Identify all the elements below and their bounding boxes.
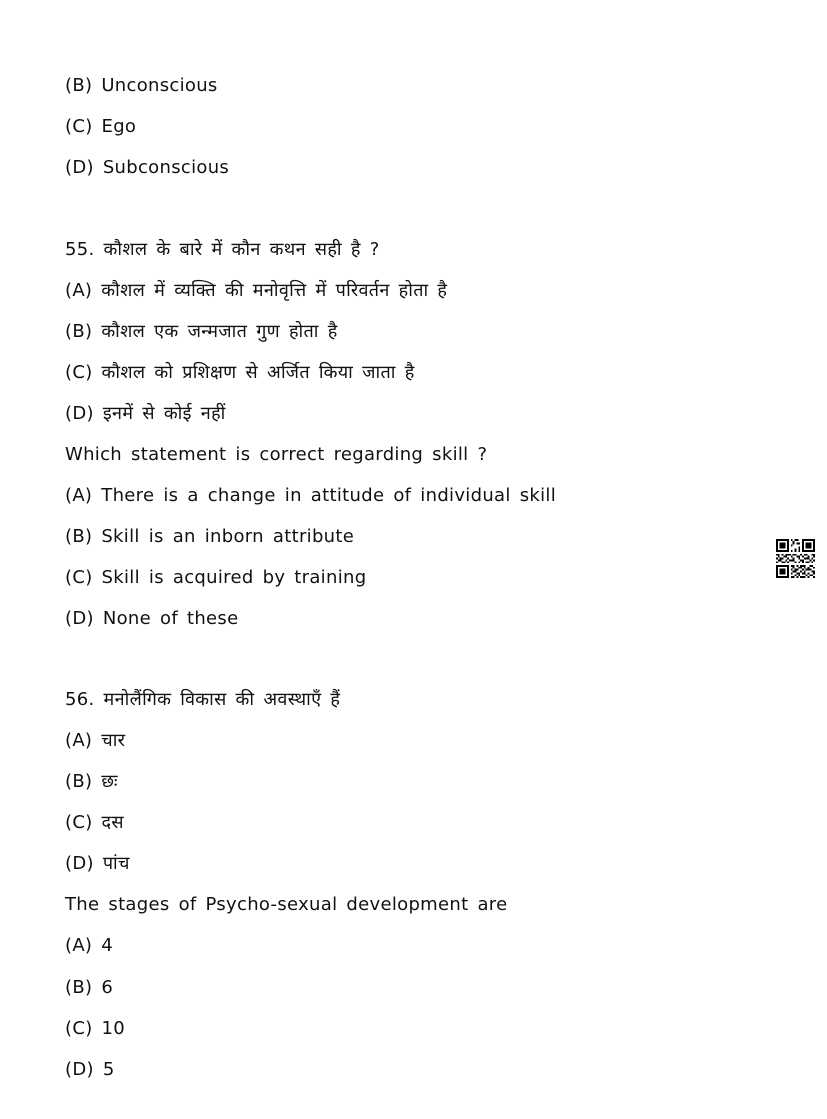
q55-question-hindi: 55. कौशल के बारे में कौन कथन सही है ? [65,239,380,260]
q56-option-b-english: (B) 6 [65,977,114,998]
option-c-ego: (C) Ego [65,116,137,137]
q56-question-english: The stages of Psycho-sexual development are [65,894,508,915]
q55-option-d-hindi: (D) इनमें से कोई नहीं [65,403,226,424]
q55-option-d-english: (D) None of these [65,608,239,629]
q55-option-a-hindi: (A) कौशल में व्यक्ति की मनोवृत्ति में परिवर्तन होता है [65,280,448,301]
q55-question-english: Which statement is correct regarding skill ? [65,444,488,465]
q56-option-b-hindi: (B) छः [65,771,118,792]
q55-option-b-hindi: (B) कौशल एक जन्मजात गुण होता है [65,321,338,342]
qr-code-icon [776,539,815,578]
q56-option-d-english: (D) 5 [65,1059,115,1080]
option-b-unconscious: (B) Unconscious [65,75,218,96]
q56-option-a-english: (A) 4 [65,935,114,956]
q56-question-hindi: 56. मनोलैंगिक विकास की अवस्थाएँ हैं [65,689,341,710]
q55-option-a-english: (A) There is a change in attitude of individual skill [65,485,556,506]
q55-option-c-english: (C) Skill is acquired by training [65,567,367,588]
q56-option-c-hindi: (C) दस [65,812,124,833]
option-d-subconscious: (D) Subconscious [65,157,230,178]
q56-option-a-hindi: (A) चार [65,730,126,751]
q55-option-b-english: (B) Skill is an inborn attribute [65,526,355,547]
q56-option-c-english: (C) 10 [65,1018,126,1039]
q56-option-d-hindi: (D) पांच [65,853,130,874]
q55-option-c-hindi: (C) कौशल को प्रशिक्षण से अर्जित किया जाता है [65,362,415,383]
